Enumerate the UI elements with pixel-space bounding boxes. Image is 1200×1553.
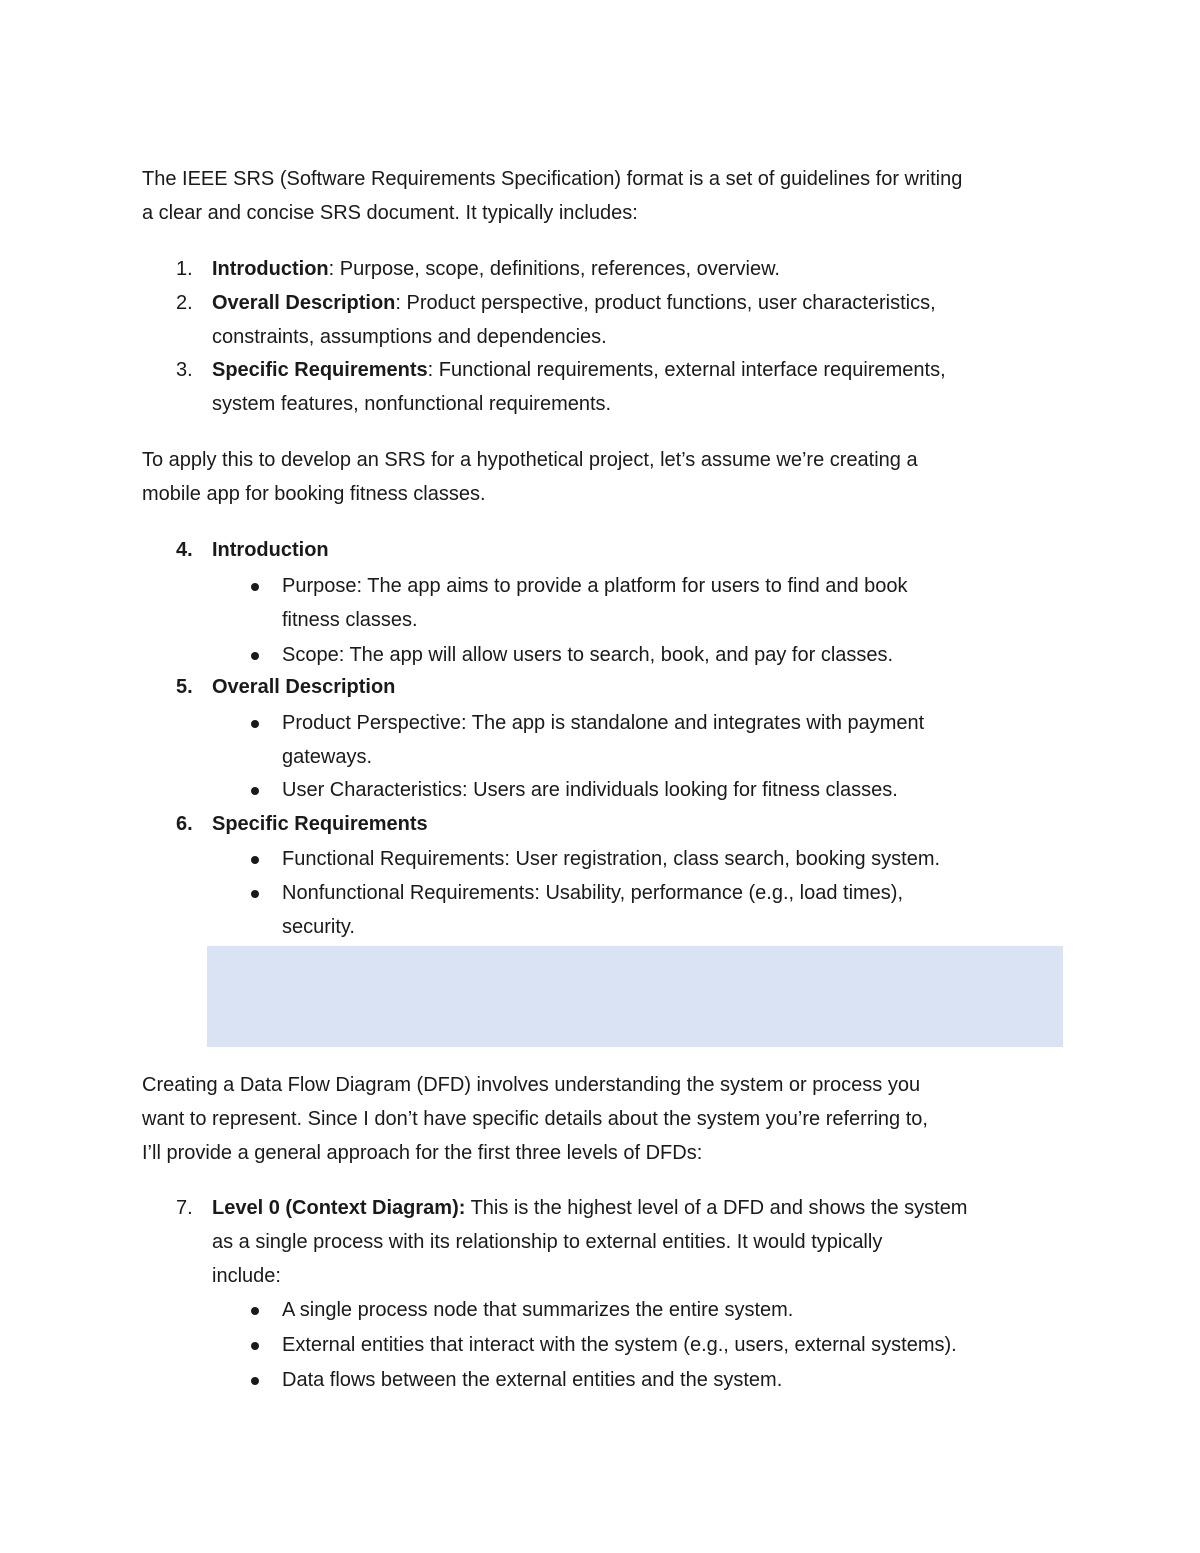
list-number: 5. <box>176 676 193 698</box>
item-lead: Introduction <box>212 258 329 280</box>
bullet-icon <box>251 720 259 728</box>
bullet-text: Product Perspective: The app is standalone and integrates with payment <box>282 712 925 734</box>
srs-section-introduction <box>176 533 1062 567</box>
ieee-item-1 <box>176 252 1062 286</box>
item-lead: Overall Description <box>212 292 396 314</box>
bullet-icon <box>251 856 259 864</box>
item-text: : Functional requirements, external interface requirements, <box>427 359 946 381</box>
ieee-item-3 <box>176 353 1062 421</box>
list-number: 2. <box>176 292 193 314</box>
srs-section-overall-description <box>176 670 1062 704</box>
bullet-icon <box>251 787 259 795</box>
list-number: 4. <box>176 539 193 561</box>
bullet-icon <box>251 1377 259 1385</box>
dfd-line-3: I’ll provide a general approach for the first three levels of DFDs: <box>142 1142 703 1164</box>
item-text-continued: constraints, assumptions and dependencies. <box>212 326 607 348</box>
section-heading: Specific Requirements <box>212 813 428 835</box>
list-number: 1. <box>176 258 193 280</box>
bullet-icon <box>251 1307 259 1315</box>
bullet-text: Purpose: The app aims to provide a platform for users to find and book <box>282 575 908 597</box>
apply-line-1: To apply this to develop an SRS for a hypothetical project, let’s assume we’re creating a <box>142 449 918 471</box>
dfd-line-2: want to represent. Since I don’t have specific details about the system you’re referring to, <box>142 1108 928 1130</box>
list-number: 6. <box>176 813 193 835</box>
list-number: 3. <box>176 359 193 381</box>
dfd-item-level-0 <box>176 1191 1062 1293</box>
item-text-continued: include: <box>212 1265 281 1287</box>
list-item <box>282 1328 1062 1362</box>
bullet-text: External entities that interact with the system (e.g., users, external systems). <box>282 1334 957 1356</box>
section-heading: Introduction <box>212 539 329 561</box>
bullet-icon <box>251 1342 259 1350</box>
item-text: : Product perspective, product functions, user characteristics, <box>395 292 936 314</box>
intro-line-1: The IEEE SRS (Software Requirements Specification) format is a set of guidelines for writing <box>142 168 963 190</box>
bullet-text-continued: security. <box>282 916 355 938</box>
list-number: 7. <box>176 1197 193 1219</box>
list-item <box>282 638 1062 672</box>
list-item <box>282 842 1062 876</box>
bullet-text: Nonfunctional Requirements: Usability, performance (e.g., load times), <box>282 882 904 904</box>
item-text-continued: system features, nonfunctional requirements. <box>212 393 612 415</box>
item-text: : Purpose, scope, definitions, references, overview. <box>328 258 780 280</box>
highlight-block <box>207 946 1063 1047</box>
list-item <box>282 706 1062 774</box>
list-item <box>282 876 1062 944</box>
bullet-text-continued: gateways. <box>282 746 373 768</box>
dfd-line-1: Creating a Data Flow Diagram (DFD) involves understanding the system or process you <box>142 1074 921 1096</box>
item-text: This is the highest level of a DFD and shows the system <box>465 1197 968 1219</box>
list-item <box>282 1293 1062 1327</box>
bullet-text: User Characteristics: Users are individuals looking for fitness classes. <box>282 779 898 801</box>
item-text-continued: as a single process with its relationship to external entities. It would typically <box>212 1231 883 1253</box>
item-lead: Level 0 (Context Diagram): <box>212 1197 466 1219</box>
ieee-item-2 <box>176 286 1062 354</box>
section-heading: Overall Description <box>212 676 396 698</box>
dfd-intro-paragraph <box>142 1068 1062 1170</box>
list-item <box>282 1363 1062 1397</box>
srs-section-specific-requirements <box>176 807 1062 841</box>
intro-paragraph <box>142 162 1062 230</box>
bullet-text: Data flows between the external entities and the system. <box>282 1369 783 1391</box>
bullet-text: Scope: The app will allow users to search, book, and pay for classes. <box>282 644 894 666</box>
bullet-icon <box>251 890 259 898</box>
item-lead: Specific Requirements <box>212 359 428 381</box>
apply-paragraph <box>142 443 1062 511</box>
bullet-text-continued: fitness classes. <box>282 609 418 631</box>
intro-line-2: a clear and concise SRS document. It typically includes: <box>142 202 638 224</box>
bullet-text: Functional Requirements: User registration, class search, booking system. <box>282 848 941 870</box>
bullet-icon <box>251 652 259 660</box>
apply-line-2: mobile app for booking fitness classes. <box>142 483 486 505</box>
list-item <box>282 569 1062 637</box>
bullet-text: A single process node that summarizes the entire system. <box>282 1299 794 1321</box>
bullet-icon <box>251 583 259 591</box>
list-item <box>282 773 1062 807</box>
